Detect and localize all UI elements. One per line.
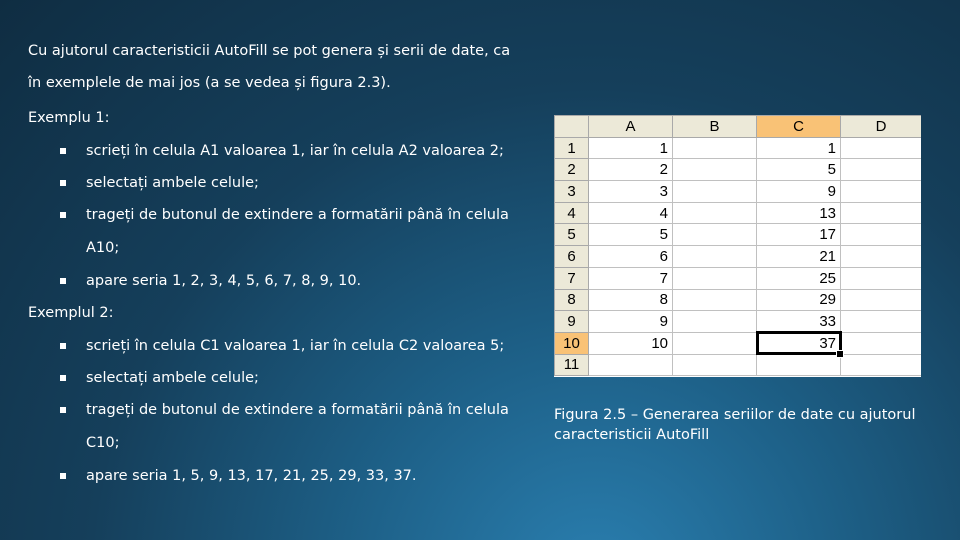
cell-d[interactable]: [841, 202, 922, 224]
cell-a[interactable]: 6: [589, 246, 673, 268]
caption-line-1: Figura 2.5 – Generarea seriilor de date cu ajutorul: [554, 407, 916, 423]
table-row: [555, 267, 922, 289]
table-row: [555, 311, 922, 333]
row-header[interactable]: 4: [555, 202, 589, 224]
bullet-icon: [60, 212, 66, 218]
cell-a[interactable]: 5: [589, 224, 673, 246]
cell-d[interactable]: [841, 289, 922, 311]
table-row: [555, 181, 922, 203]
cell-d[interactable]: [841, 159, 922, 181]
cell-b[interactable]: [673, 354, 757, 376]
cell-d[interactable]: [841, 246, 922, 268]
column-header-d[interactable]: D: [841, 116, 922, 138]
cell-c[interactable]: 17: [757, 224, 841, 246]
cell-b[interactable]: [673, 311, 757, 333]
cell-c-active[interactable]: 37: [757, 332, 841, 354]
cell-c[interactable]: 21: [757, 246, 841, 268]
row-header[interactable]: 5: [555, 224, 589, 246]
table-row: [555, 137, 922, 159]
cell-c[interactable]: 33: [757, 311, 841, 333]
cell-d[interactable]: [841, 224, 922, 246]
row-header[interactable]: 10: [555, 332, 589, 354]
spreadsheet-figure: [554, 115, 921, 377]
cell-c[interactable]: 1: [757, 137, 841, 159]
cell-b[interactable]: [673, 224, 757, 246]
select-all-corner[interactable]: [555, 116, 589, 138]
row-header[interactable]: 1: [555, 137, 589, 159]
cell-a[interactable]: 10: [589, 332, 673, 354]
bullet-icon: [60, 473, 66, 479]
cell-c[interactable]: 29: [757, 289, 841, 311]
cell-d[interactable]: [841, 267, 922, 289]
intro-line-1: Cu ajutorul caracteristicii AutoFill se pot genera și serii de date, ca: [28, 43, 511, 59]
row-header[interactable]: 8: [555, 289, 589, 311]
cell-b[interactable]: [673, 202, 757, 224]
table-row: [555, 159, 922, 181]
cell-b[interactable]: [673, 267, 757, 289]
cell-b[interactable]: [673, 246, 757, 268]
bullet-icon: [60, 407, 66, 413]
bullet-icon: [60, 148, 66, 154]
row-header[interactable]: 11: [555, 354, 589, 376]
cell-d[interactable]: [841, 181, 922, 203]
cell-a[interactable]: 8: [589, 289, 673, 311]
cell-a[interactable]: 9: [589, 311, 673, 333]
table-row: [555, 289, 922, 311]
cell-c[interactable]: 5: [757, 159, 841, 181]
row-header[interactable]: 7: [555, 267, 589, 289]
column-header-b[interactable]: B: [673, 116, 757, 138]
column-header-row: [555, 116, 922, 138]
row-header[interactable]: 2: [555, 159, 589, 181]
figure-caption: [554, 405, 934, 445]
cell-b[interactable]: [673, 332, 757, 354]
table-row: [555, 332, 922, 354]
cell-a[interactable]: 4: [589, 202, 673, 224]
row-header[interactable]: 3: [555, 181, 589, 203]
cell-d[interactable]: [841, 137, 922, 159]
spreadsheet-grid: [554, 115, 921, 376]
table-row: [555, 246, 922, 268]
row-header[interactable]: 9: [555, 311, 589, 333]
cell-a[interactable]: 3: [589, 181, 673, 203]
table-row: [555, 224, 922, 246]
cell-d[interactable]: [841, 354, 922, 376]
column-header-a[interactable]: A: [589, 116, 673, 138]
bullet-icon: [60, 343, 66, 349]
example-1-heading: Exemplu 1:: [28, 110, 110, 126]
cell-a[interactable]: 7: [589, 267, 673, 289]
cell-d[interactable]: [841, 332, 922, 354]
cell-a[interactable]: [589, 354, 673, 376]
intro-line-2: în exemplele de mai jos (a se vedea și figura 2.3).: [28, 75, 391, 91]
bullet-icon: [60, 375, 66, 381]
column-header-c[interactable]: C: [757, 116, 841, 138]
bullet-icon: [60, 180, 66, 186]
cell-a[interactable]: 2: [589, 159, 673, 181]
cell-d[interactable]: [841, 311, 922, 333]
cell-b[interactable]: [673, 289, 757, 311]
row-header[interactable]: 6: [555, 246, 589, 268]
table-row: [555, 354, 922, 376]
bullet-icon: [60, 278, 66, 284]
cell-b[interactable]: [673, 159, 757, 181]
cell-c[interactable]: 25: [757, 267, 841, 289]
cell-b[interactable]: [673, 181, 757, 203]
cell-c[interactable]: 13: [757, 202, 841, 224]
example-2-heading: Exemplul 2:: [28, 305, 114, 321]
caption-line-2: caracteristicii AutoFill: [554, 427, 710, 443]
table-row: [555, 202, 922, 224]
cell-b[interactable]: [673, 137, 757, 159]
cell-c[interactable]: 9: [757, 181, 841, 203]
cell-a[interactable]: 1: [589, 137, 673, 159]
fill-handle[interactable]: [836, 350, 844, 358]
cell-c[interactable]: [757, 354, 841, 376]
